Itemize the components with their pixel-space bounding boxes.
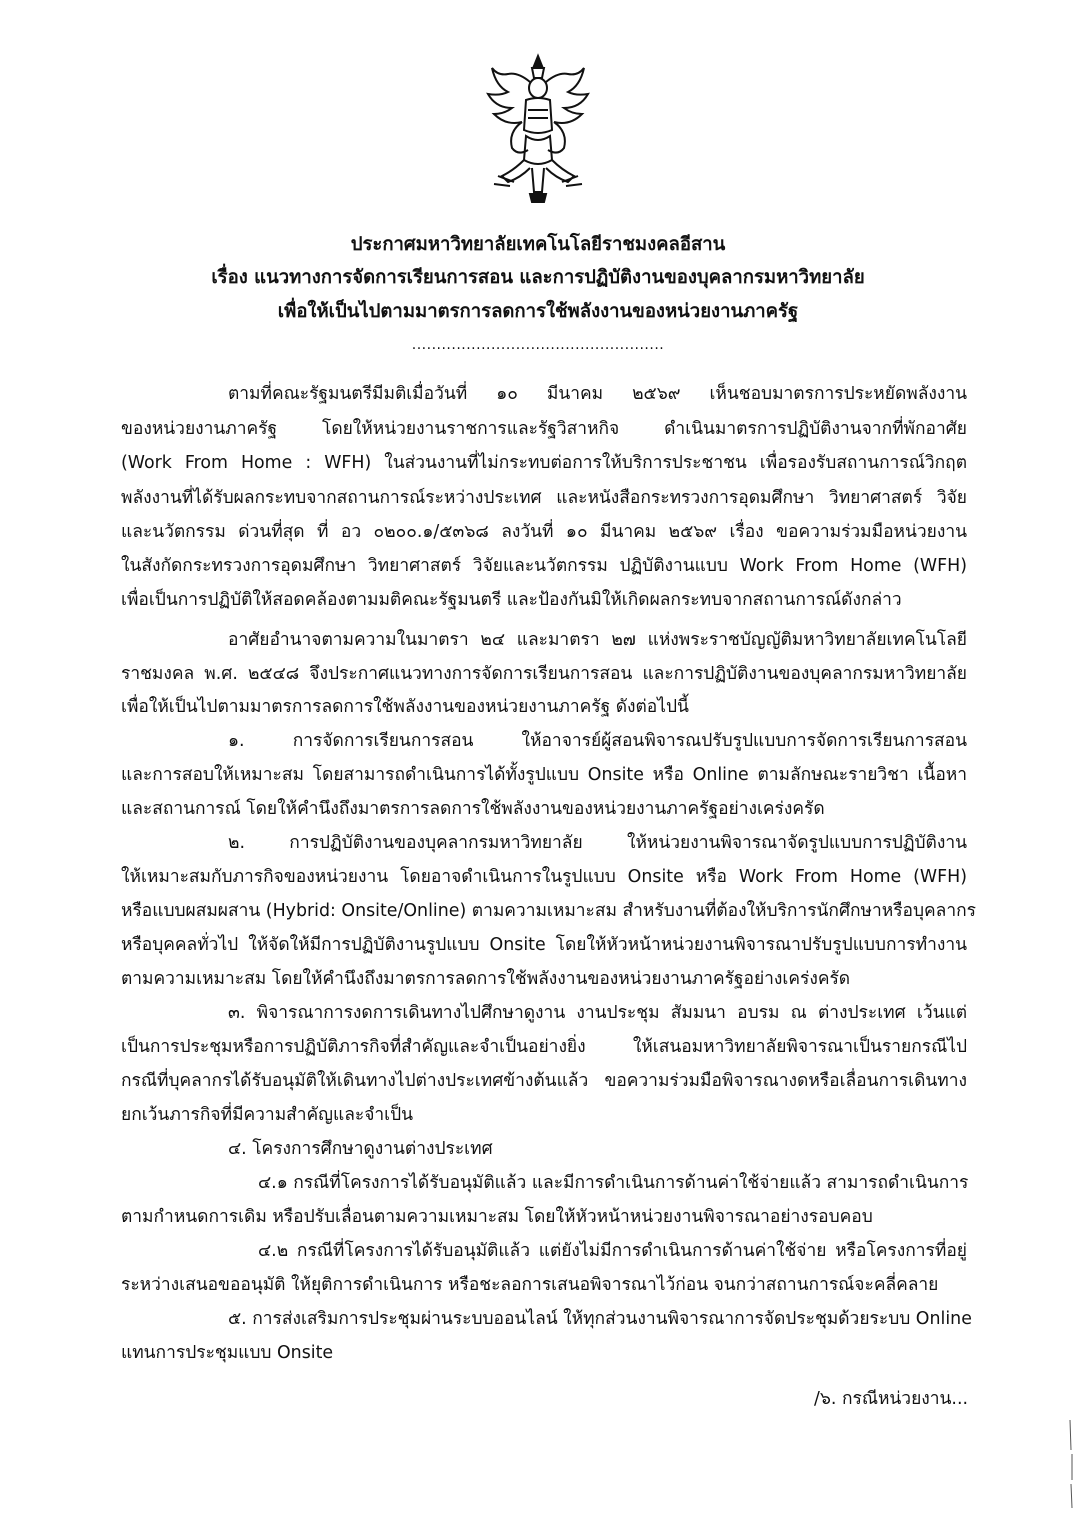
body-line: ของหน่วยงานภาครัฐ โดยให้หน่วยงานราชการและรัฐวิสาหกิจ ดำเนินมาตรการปฏิบัติงานจากที่พักอาศัย [121,419,967,439]
garuda-emblem-icon [478,52,598,204]
item-5-line: ๕. การส่งเสริมการประชุมผ่านระบบออนไลน์ ให้ทุกส่วนงานพิจารณาการจัดประชุมด้วยระบบ Online [228,1309,972,1329]
announcement-heading: ประกาศมหาวิทยาลัยเทคโนโลยีราชมงคลอีสาน [350,234,726,255]
item-2-line: ๒. การปฏิบัติงานของบุคลากรมหาวิทยาลัย ให้หน่วยงานพิจารณาจัดรูปแบบการปฏิบัติงาน [228,833,967,853]
item-2-line: ตามความเหมาะสม โดยให้คำนึงถึงมาตรการลดการใช้พลังงานของหน่วยงานภาครัฐอย่างเคร่งครัด [121,969,851,989]
body-line: ในสังกัดกระทรวงการอุดมศึกษา วิทยาศาสตร์ วิจัยและนวัตกรรม ปฏิบัติงานแบบ Work From Home (WFH) [121,556,967,576]
body-line: (Work From Home : WFH) ในส่วนงานที่ไม่กระทบต่อการให้บริการประชาชน เพื่อรองรับสถานการณ์วิกฤต [121,453,967,473]
body-line: ราชมงคล พ.ศ. ๒๕๔๘ จึงประกาศแนวทางการจัดการเรียนการสอน และการปฏิบัติงานของบุคลากรมหาวิทยาลัย [121,664,967,684]
item-4-heading: ๔. โครงการศึกษาดูงานต่างประเทศ [228,1139,493,1159]
announcement-subject-cont: เพื่อให้เป็นไปตามมาตรการลดการใช้พลังงานของหน่วยงานภาครัฐ [277,301,799,322]
item-2-line: หรือบุคคลทั่วไป ให้จัดให้มีการปฏิบัติงานรูปแบบ Onsite โดยให้หัวหน้าหน่วยงานพิจารณาปรับรูปแบบการทำงาน [121,935,967,955]
scan-edge-mark [1060,1420,1076,1510]
announcement-subject: เรื่อง แนวทางการจัดการเรียนการสอน และการปฏิบัติงานของบุคลากรมหาวิทยาลัย [211,267,865,288]
item-3-line: ๓. พิจารณาการงดการเดินทางไปศึกษาดูงาน งานประชุม สัมมนา อบรม ณ ต่างประเทศ เว้นแต่ [228,1003,967,1023]
item-1-line: ๑. การจัดการเรียนการสอน ให้อาจารย์ผู้สอนพิจารณปรับรูปแบบการจัดการเรียนการสอน [228,731,967,751]
body-line: พลังงานที่ได้รับผลกระทบจากสถานการณ์ระหว่างประเทศ และหนังสือกระทรวงการอุดมศึกษา วิทยาศาสตร์ วิจัย [121,488,967,508]
item-5-line: แทนการประชุมแบบ Onsite [121,1343,334,1363]
body-line: อาศัยอำนาจตามความในมาตรา ๒๔ และมาตรา ๒๗ แห่งพระราชบัญญัติมหาวิทยาลัยเทคโนโลยี [228,630,967,650]
item-4-1-line: ตามกำหนดการเดิม หรือปรับเลื่อนตามความเหมาะสม โดยให้หัวหน้าหน่วยงานพิจารณาอย่างรอบคอบ [121,1207,873,1227]
body-line: และนวัตกรรม ด่วนที่สุด ที่ อว ๐๒๐๐.๑/๕๓๖๘ ลงวันที่ ๑๐ มีนาคม ๒๕๖๙ เรื่อง ขอความร่วมมือหน่วยงาน [121,522,967,542]
item-1-line: และสถานการณ์ โดยให้คำนึงถึงมาตรการลดการใช้พลังงานของหน่วยงานภาครัฐอย่างเคร่งครัด [121,799,825,819]
item-1-line: และการสอบให้เหมาะสม โดยสามารถดำเนินการได้ทั้งรูปแบบ Onsite หรือ Online ตามลักษณะรายวิชา เนื้อหา [121,765,967,785]
body-line: เพื่อเป็นการปฏิบัติให้สอดคล้องตามมติคณะรัฐมนตรี และป้องกันมิให้เกิดผลกระทบจากสถานการณ์ดังกล่าว [121,590,902,610]
item-4-2-line: ๔.๒ กรณีที่โครงการได้รับอนุมัติแล้ว แต่ยังไม่มีการดำเนินการด้านค่าใช้จ่าย หรือโครงการที่อยู่ [258,1241,967,1261]
body-line: เพื่อให้เป็นไปตามมาตรการลดการใช้พลังงานของหน่วยงานภาครัฐ ดังต่อไปนี้ [121,697,689,717]
body-line: ตามที่คณะรัฐมนตรีมีมติเมื่อวันที่ ๑๐ มีนาคม ๒๕๖๙ เห็นชอบมาตรการประหยัดพลังงาน [228,384,967,404]
item-3-line: เป็นการประชุมหรือการปฏิบัติภารกิจที่สำคัญและจำเป็นอย่างยิ่ง ให้เสนอมหาวิทยาลัยพิจารณาเป็นรายกรณีไป [121,1037,967,1057]
title-separator: ................................................... [411,337,665,353]
continuation-marker: /๖. กรณีหน่วยงาน... [814,1389,968,1409]
item-3-line: กรณีที่บุคลากรได้รับอนุมัติให้เดินทางไปต่างประเทศข้างต้นแล้ว ขอความร่วมมือพิจารณางดหรือเลื่อนการเดินทาง [121,1071,967,1091]
item-3-line: ยกเว้นภารกิจที่มีความสำคัญและจำเป็น [121,1105,414,1125]
item-2-line: ให้เหมาะสมกับภารกิจของหน่วยงาน โดยอาจดำเนินการในรูปแบบ Onsite หรือ Work From Home (WFH) [121,867,967,887]
item-4-1-line: ๔.๑ กรณีที่โครงการได้รับอนุมัติแล้ว และมีการดำเนินการด้านค่าใช้จ่ายแล้ว สามารถดำเนินการ [258,1173,969,1193]
item-2-line: หรือแบบผสมผสาน (Hybrid: Onsite/Online) ตามความเหมาะสม สำหรับงานที่ต้องให้บริการนักศึกษาหรือบุคลากร [121,901,976,921]
item-4-2-line: ระหว่างเสนอขออนุมัติ ให้ยุติการดำเนินการ หรือชะลอการเสนอพิจารณาไว้ก่อน จนกว่าสถานการณ์จะคลี่คลาย [121,1275,939,1295]
